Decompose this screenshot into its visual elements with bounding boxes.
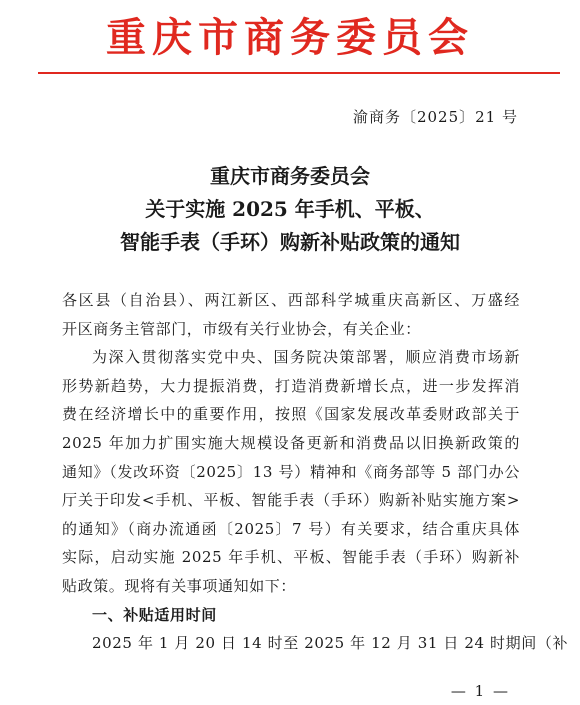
title-line-2: 关于实施 2025 年手机、平板、 (145, 197, 435, 221)
text-line: 通知》（发改环资〔2025〕13 号）精神和《商务部等 5 部门办公 (62, 462, 520, 481)
text-line: 形势新趋势，大力提振消费，打造消费新增长点，进一步发挥消 (62, 376, 520, 395)
text-line: 为深入贯彻落实党中央、国务院决策部署，顺应消费市场新 (92, 348, 520, 367)
masthead-title: 重庆市商务委员会 (106, 14, 474, 61)
text-line: 各区县（自治县）、两江新区、西部科学城重庆高新区、万盛经 (62, 291, 520, 309)
page-number: — 1 — (450, 682, 510, 700)
red-divider-line (38, 72, 560, 74)
text-line: 贴政策。现将有关事项通知如下： (62, 576, 297, 595)
title-line-1: 重庆市商务委员会 (210, 164, 370, 188)
text-line: 实际，启动实施 2025 年手机、平板、智能手表（手环）购新补 (62, 548, 520, 567)
text-line: 的通知》（商办流通函〔2025〕7 号）有关要求，结合重庆具体 (62, 519, 520, 538)
section-paragraph (62, 629, 569, 658)
text-line: 2025 年加力扩围实施大规模设备更新和消费品以旧换新政策的 (62, 433, 520, 452)
document-body (62, 286, 569, 658)
document-title (0, 160, 580, 259)
document-number: 渝商务〔2025〕21 号 (352, 108, 518, 126)
section-heading: 一、补贴适用时间 (92, 605, 217, 624)
text-line: 厅关于印发<手机、平板、智能手表（手环）购新补贴实施方案> (62, 491, 520, 510)
text-line: 2025 年 1 月 20 日 14 时至 2025 年 12 月 31 日 24 时期间（补 (92, 634, 569, 653)
text-line: 开区商务主管部门，市级有关行业协会，有关企业： (62, 319, 421, 338)
title-line-3: 智能手表（手环）购新补贴政策的通知 (120, 230, 460, 254)
addressee-paragraph (62, 286, 520, 343)
intro-paragraph (62, 343, 520, 600)
text-line: 费在经济增长中的重要作用，按照《国家发展改革委财政部关于 (62, 405, 520, 424)
